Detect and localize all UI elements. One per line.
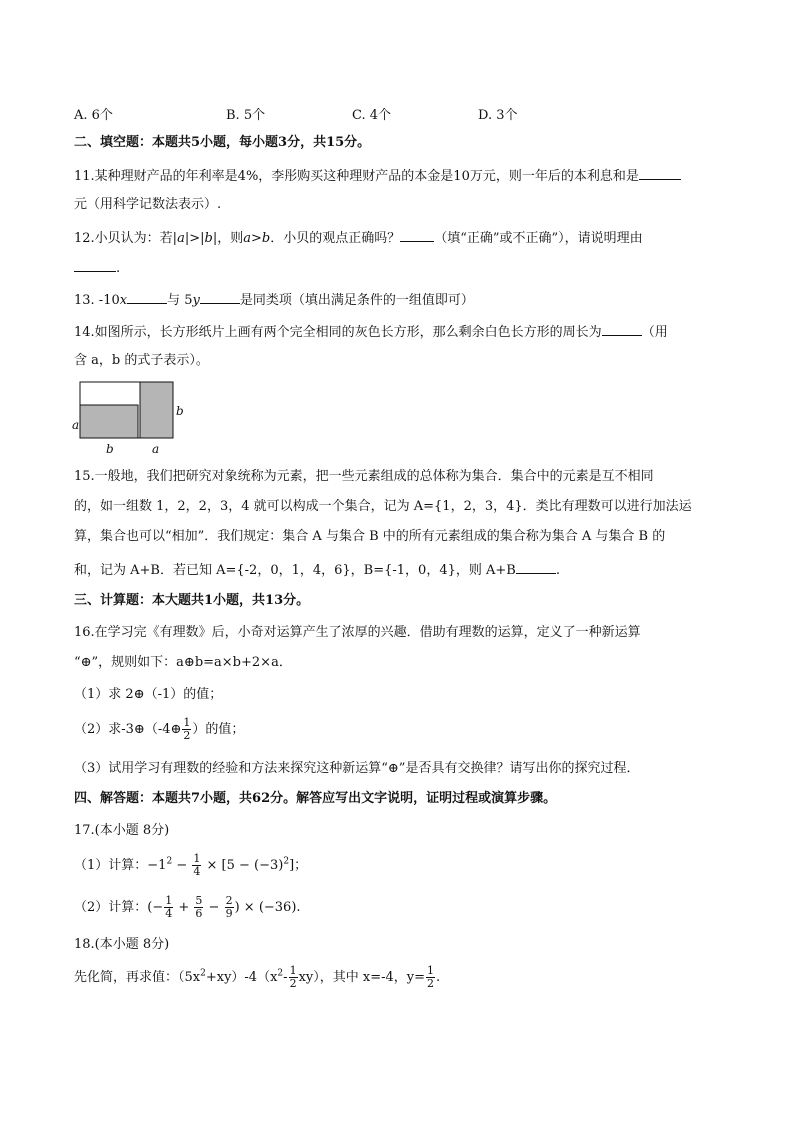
fraction-numerator: 1 — [183, 716, 191, 729]
q17-p2-fraction-2 — [194, 895, 203, 920]
q17-p1-end: ]； — [289, 858, 308, 873]
q15-line-2: 的，如一组数 1，2，2，3，4 就可以构成一个集合，记为 A={1，2，3，4}．类比有理数可以进行加法运 — [74, 499, 692, 514]
q17-p2-label: （2）计算： — [74, 900, 148, 915]
q18-text-1: 先化简，再求值：（5x — [74, 970, 201, 985]
q12-var-b2: b — [261, 231, 271, 246]
fraction-denominator: 2 — [427, 977, 434, 990]
q12-var-b: b — [204, 231, 213, 246]
q15-line-3: 算，集合也可以“相加”．我们规定：集合 A 与集合 B 中的所有元素组成的集合称为集合 A 与集合 B 的 — [74, 529, 666, 544]
fraction-denominator: 2 — [183, 729, 191, 742]
gray-rectangle-vertical — [140, 382, 173, 438]
q17-p1-exp2: 2 — [283, 856, 290, 867]
q18-text-4: xy），其中 x=-4，y= — [298, 970, 425, 985]
q11-line-2: 元（用科学记数法表示）. — [74, 197, 222, 212]
q15-answer-blank — [516, 560, 556, 574]
q14-answer-blank — [602, 322, 642, 336]
q18-exp-1: 2 — [200, 968, 206, 979]
q13-blank-2 — [200, 290, 240, 304]
q14-line-2: 含 a，b 的式子表示）。 — [74, 353, 209, 368]
q12-text-2: |>| — [184, 231, 205, 246]
q18-exp-2: 2 — [277, 968, 284, 979]
q16-line-1: 16.在学习完《有理数》后，小奇对运算产生了浓厚的兴趣．借助有理数的运算，定义了一种新运算 — [74, 625, 641, 640]
q17-title: 17.(本小题 8分) — [74, 823, 170, 838]
q18-fraction-1 — [289, 965, 298, 990]
fraction-denominator: 4 — [193, 865, 201, 878]
fraction-denominator: 2 — [289, 977, 297, 990]
q14-text: 14.如图所示，长方形纸片上画有两个完全相同的灰色长方形，那么剩余白色长方形的周长为 — [74, 325, 602, 340]
q12-period: . — [116, 261, 121, 276]
option-a: A. 6个 — [74, 108, 113, 123]
q15-line-4 — [74, 560, 560, 580]
q12-line-1 — [74, 228, 643, 248]
q14-text-end: （用 — [641, 325, 668, 340]
q13-var-y: y — [192, 293, 200, 308]
q17-p2-plus: + — [174, 900, 194, 915]
fraction-numerator: 1 — [427, 964, 434, 977]
q18-expression — [74, 964, 440, 992]
fraction-numerator: 1 — [193, 852, 201, 865]
option-c: C. 4个 — [352, 108, 392, 123]
section-2-heading: 二、填空题：本题共5小题，每小题3分，共15分。 — [74, 135, 371, 150]
fraction-numerator: 1 — [289, 964, 297, 977]
q11-answer-blank — [639, 166, 681, 180]
q12-var-a2: a — [243, 231, 251, 246]
fraction-denominator: 6 — [195, 907, 203, 920]
fig-label-a-bottom: a — [152, 442, 160, 456]
q12-text-5: （填“正确”或不正确”），请说明理由 — [434, 231, 643, 246]
q17-p1-term-c: × [5 − (−3) — [202, 858, 284, 873]
q12-text-1: 12.小贝认为：若| — [74, 231, 178, 246]
gray-rectangle-horizontal — [80, 405, 138, 438]
q16-p2-post: ）的值； — [192, 722, 245, 737]
section-4-heading: 四、解答题：本题共7小题，共62分。解答应写出文字说明，证明过程或演算步骤。 — [74, 791, 557, 806]
q11-text: 11.某种理财产品的年利率是4%，李彤购买这种理财产品的本金是10万元，则一年后的本利息和是 — [74, 169, 639, 184]
fraction-numerator: 2 — [225, 894, 233, 907]
fraction-numerator: 1 — [165, 894, 173, 907]
q12-var-a: a — [177, 231, 185, 246]
q17-p2-open: (− — [147, 900, 164, 915]
q16-line-2: “⊕”，规则如下：a⊕b=a×b+2×a． — [74, 655, 292, 670]
q16-part-2 — [74, 716, 244, 744]
q13-var-x: x — [119, 293, 128, 308]
q13-text-2: 与 5 — [167, 293, 193, 308]
q17-p2-fraction-1 — [164, 895, 173, 920]
q13-blank-1 — [127, 290, 167, 304]
q12-line-2 — [74, 258, 120, 278]
q11-line-1 — [74, 166, 681, 186]
fig-label-a-left: a — [72, 418, 80, 432]
q12-answer-blank — [400, 228, 434, 242]
q16-p2-pre: （2）求-3⊕（-4⊕ — [74, 722, 182, 737]
q16-part-1: （1）求 2⊕（-1）的值； — [74, 687, 223, 702]
q18-fraction-2 — [426, 965, 435, 990]
q12-text-4: ．小贝的观点正确吗？ — [270, 231, 401, 246]
fig-label-b-right: b — [176, 404, 184, 418]
q15-period: . — [555, 563, 560, 578]
q17-p2-fraction-3 — [225, 895, 234, 920]
q15-text-4: 和，记为 A+B．若已知 A={-2，0，1，4，6}，B={-1，0，4}，则 A+B — [74, 563, 516, 578]
q17-p1-term-a: −1 — [147, 858, 167, 873]
q17-part-1 — [74, 852, 307, 880]
q17-p1-minus: − — [172, 858, 192, 873]
q17-p2-end: ) × (−36). — [234, 900, 301, 915]
q18-period: . — [436, 970, 441, 985]
option-b: B. 5个 — [226, 108, 266, 123]
q17-p2-minus: − — [204, 900, 224, 915]
option-d: D. 3个 — [478, 108, 518, 123]
fraction-denominator: 4 — [165, 907, 173, 920]
q17-p1-fraction — [192, 853, 201, 878]
q17-p1-exp: 2 — [166, 856, 173, 867]
q15-line-1: 15.一般地，我们把研究对象统称为元素，把一些元素组成的总体称为集合．集合中的元素是互不相同 — [74, 469, 654, 484]
q14-line-1 — [74, 322, 668, 342]
q16-fraction — [182, 717, 191, 742]
q14-rectangle-figure — [74, 378, 184, 460]
q13-text-3: 是同类项（填出满足条件的一组值即可） — [239, 293, 474, 308]
q12-gt: > — [250, 231, 262, 246]
q12-reason-blank — [74, 258, 116, 272]
q12-text-3: |，则 — [212, 231, 244, 246]
fraction-denominator: 9 — [225, 907, 233, 920]
q18-title: 18.(本小题 8分) — [74, 937, 170, 952]
q13-text-1: 13. -10 — [74, 293, 120, 308]
q17-part-2 — [74, 894, 301, 922]
q18-text-2: +xy）-4（x — [205, 970, 278, 985]
q13-line — [74, 290, 474, 310]
fig-label-b-bottom: b — [106, 442, 114, 456]
q16-part-3: （3）试用学习有理数的经验和方法来探究这种新运算“⊕”是否具有交换律？请写出你的探究过程． — [74, 761, 640, 776]
fraction-numerator: 5 — [195, 894, 203, 907]
q17-p1-label: （1）计算： — [74, 858, 148, 873]
section-3-heading: 三、计算题：本大题共1小题，共13分。 — [74, 593, 310, 608]
q18-text-3: - — [283, 970, 288, 985]
q14-figure-svg — [74, 378, 184, 456]
